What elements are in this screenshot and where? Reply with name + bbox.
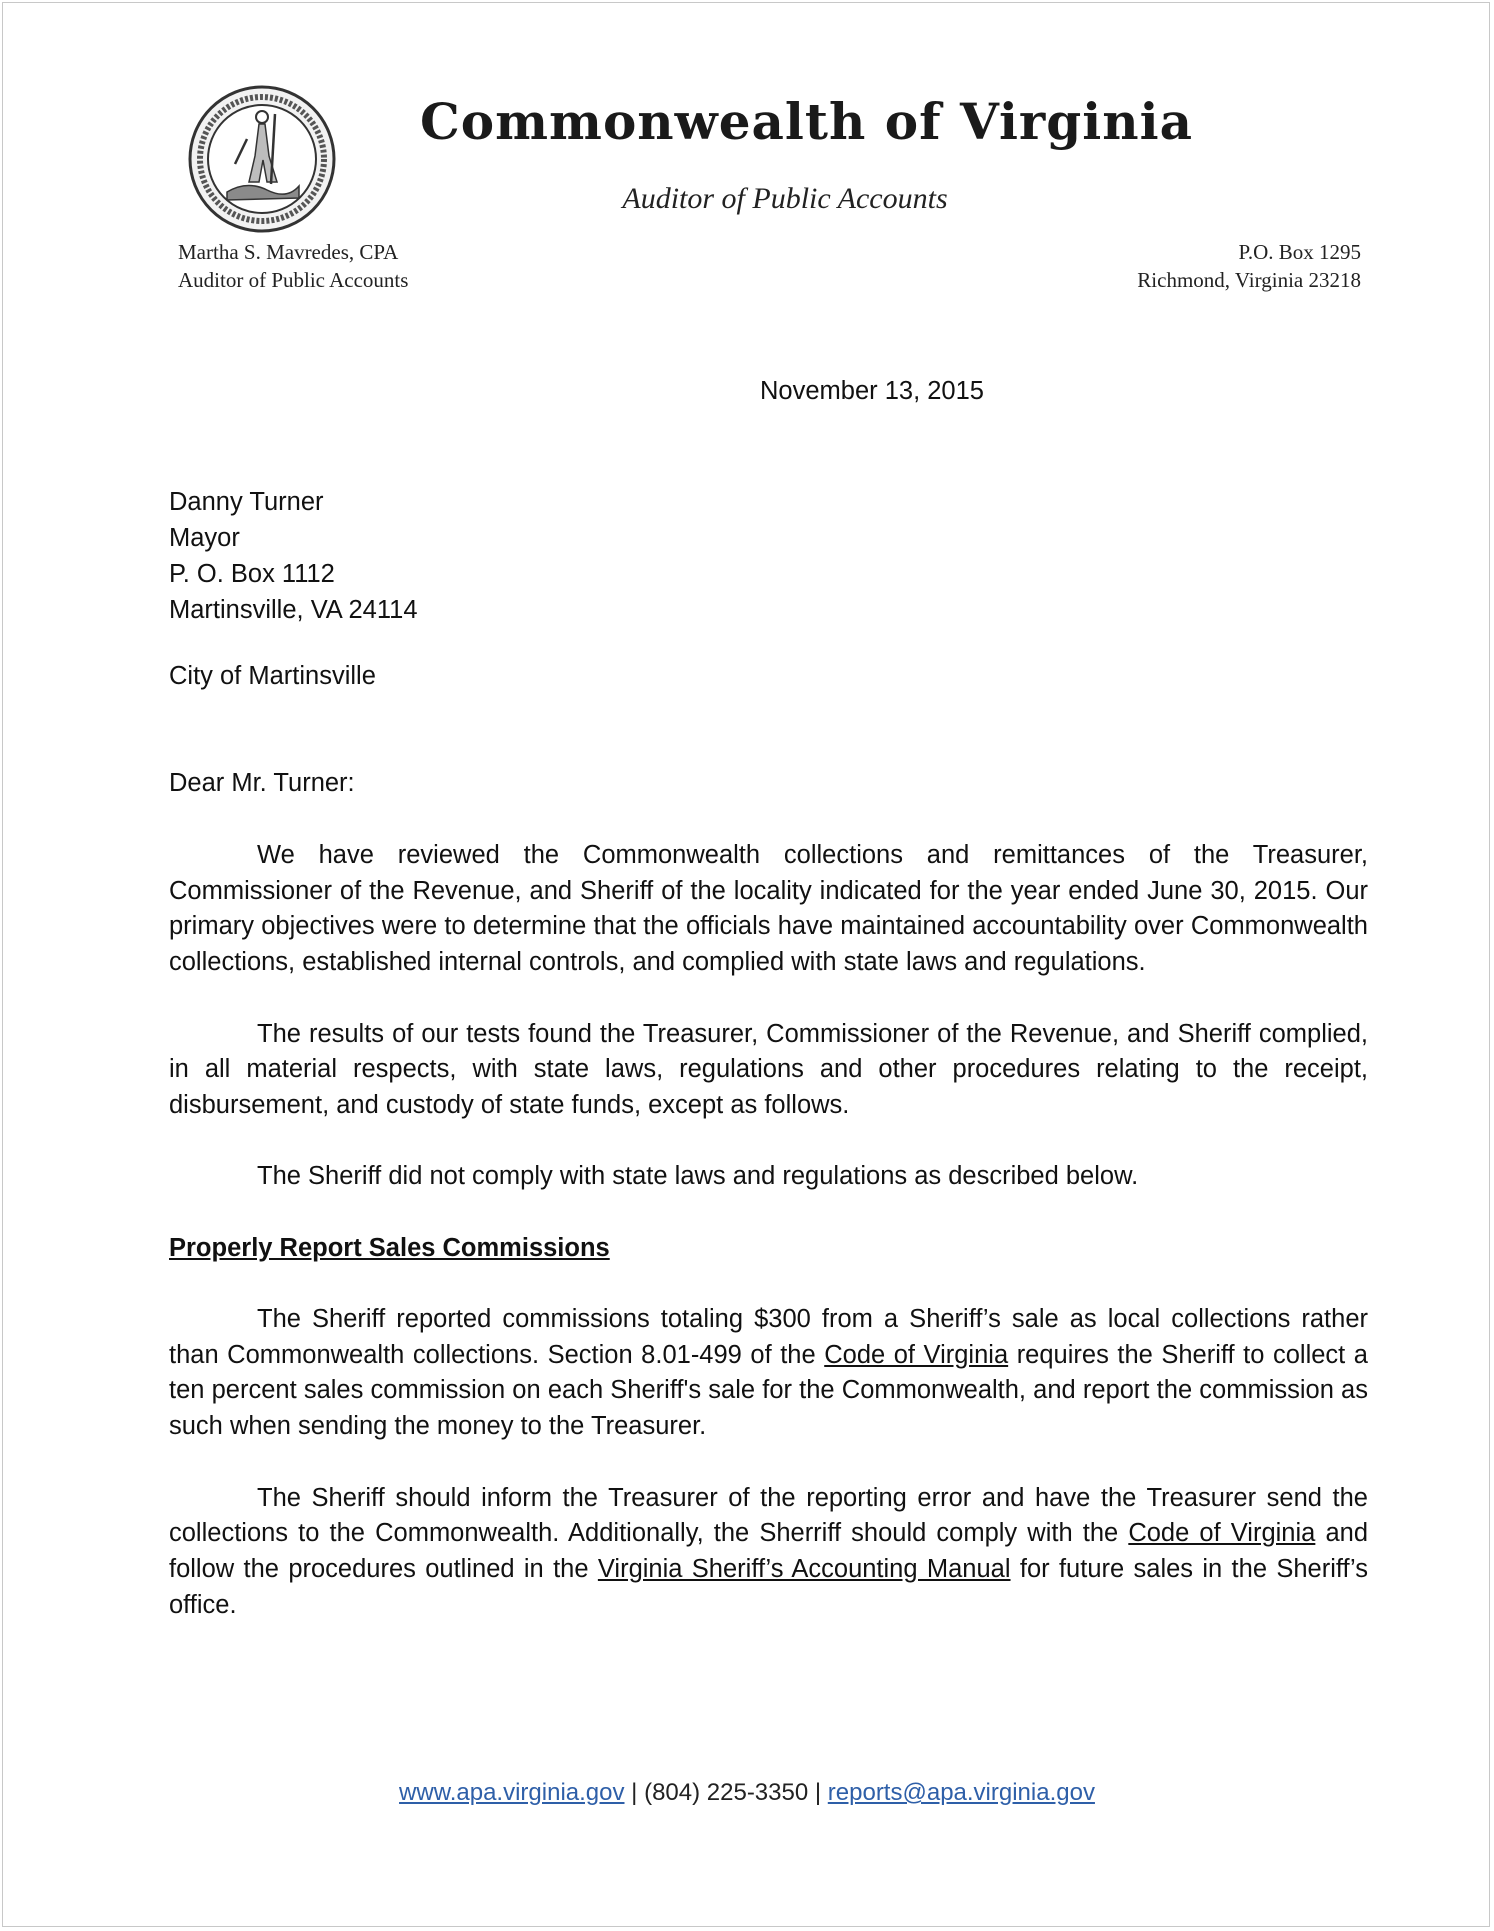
paragraph-1: We have reviewed the Commonwealth collections and remittances of the Treasurer, Commissioner of the Revenue, and Sheriff of the locality indicated for the year ended June 30, 2015. Our primary objectives were to determine that the officials have maintained accountability over Commonwealth collections, established internal controls, and complied with state laws and regulations. [169, 841, 1368, 977]
footer [0, 1779, 1494, 1807]
footer-separator-2: | [808, 1779, 828, 1806]
paragraph-5-part-c: for future sales in the Sheriff’s office. [169, 1554, 1369, 1619]
paragraph-4 [169, 1302, 1368, 1445]
office-address [1137, 238, 1361, 294]
auditor-title: Auditor of Public Accounts [178, 268, 409, 292]
code-of-virginia-ref: Code of Virginia [824, 1340, 1009, 1369]
paragraph-3: The Sheriff did not comply with state laws and regulations as described below. [257, 1162, 1139, 1191]
recipient-title: Mayor [169, 524, 240, 552]
office-po-box: P.O. Box 1295 [1238, 240, 1361, 264]
recipient-po-box: P. O. Box 1112 [169, 560, 335, 588]
locality: City of Martinsville [169, 662, 376, 690]
paragraph-5 [169, 1481, 1368, 1624]
virginia-seal-icon [187, 84, 337, 234]
paragraph-5-part-a: The Sheriff should inform the Treasurer of the reporting error and have the Treasurer send the collections to the Commonwealth. Additionally, the Sherriff should comply with the [169, 1483, 1368, 1548]
org-subtitle: Auditor of Public Accounts [622, 182, 948, 215]
letter-date: November 13, 2015 [760, 377, 984, 405]
website-link[interactable]: www.apa.virginia.gov [399, 1779, 625, 1806]
letter-body [169, 838, 1368, 1659]
section-heading: Properly Report Sales Commissions [169, 1233, 610, 1262]
auditor-block [178, 238, 408, 294]
sheriff-manual-ref: Virginia Sheriff’s Accounting Manual [597, 1554, 1011, 1583]
org-title: Commonwealth of Virginia [420, 92, 1193, 151]
office-city: Richmond, Virginia 23218 [1137, 268, 1361, 292]
phone-number: (804) 225-3350 [644, 1779, 809, 1806]
footer-separator-1: | [624, 1779, 645, 1806]
email-link[interactable]: reports@apa.virginia.gov [827, 1779, 1095, 1806]
code-of-virginia-ref-2: Code of Virginia [1128, 1519, 1316, 1548]
auditor-name: Martha S. Mavredes, CPA [178, 240, 399, 264]
recipient-city: Martinsville, VA 24114 [169, 596, 418, 624]
paragraph-4-part-a: The Sheriff reported commissions totaling $300 from a Sheriff’s sale as local collections rather than Commonwealth collections. Section 8.01-499 of the [169, 1305, 1368, 1369]
recipient-address [169, 484, 418, 628]
salutation: Dear Mr. Turner: [169, 769, 355, 797]
recipient-name: Danny Turner [169, 488, 324, 516]
paragraph-4-part-b: requires the Sheriff to collect a ten percent sales commission on each Sheriff's sale for the Commonwealth, and report the commission as such when sending the money to the Treasurer. [169, 1340, 1368, 1441]
paragraph-2: The results of our tests found the Treasurer, Commissioner of the Revenue, and Sheriff complied, in all material respects, with state laws, regulations and other procedures relating to the receipt, disbursement, and custody of state funds, except as follows. [169, 1019, 1368, 1119]
paragraph-5-part-b: and follow the procedures outlined in the [169, 1519, 1368, 1583]
